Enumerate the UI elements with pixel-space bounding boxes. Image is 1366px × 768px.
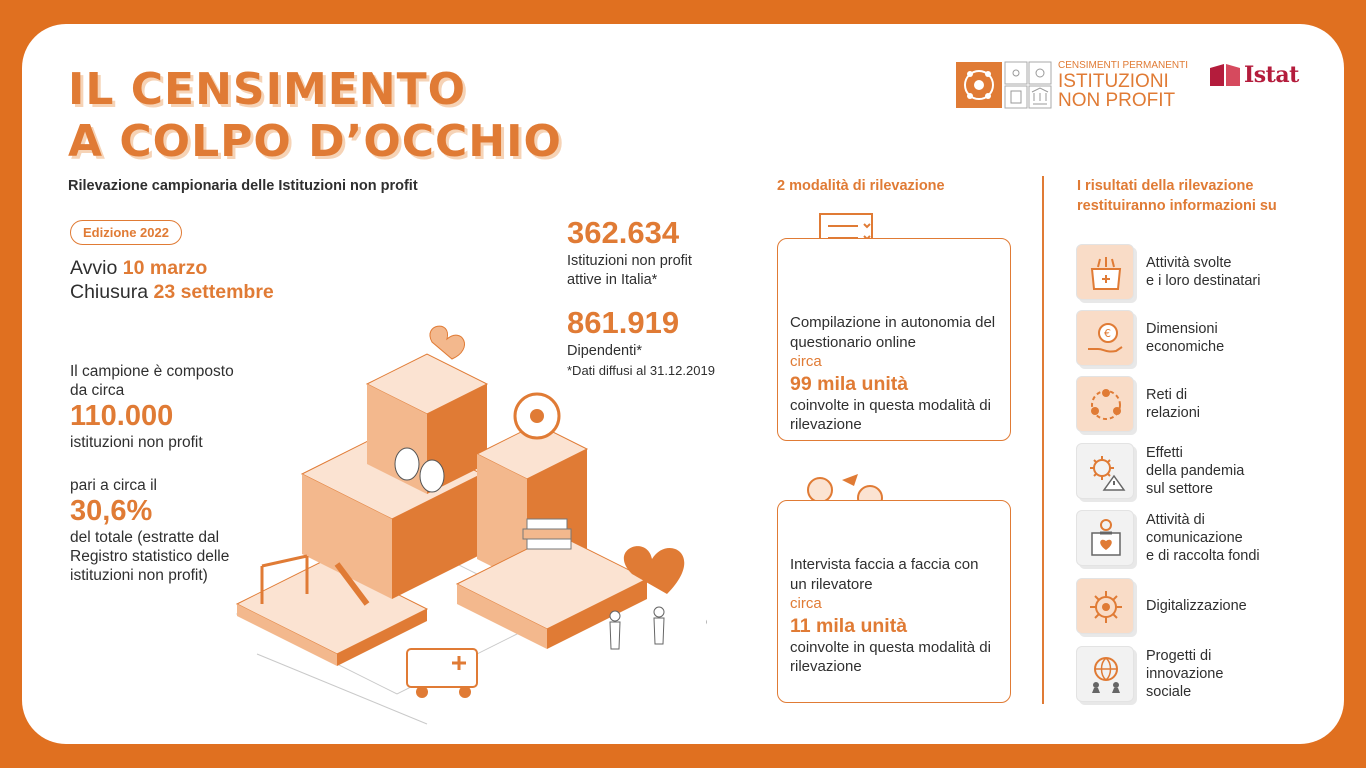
results-heading: I risultati della rilevazione restituiranno informazioni su [1077,178,1277,214]
mode-interview-box [777,500,1011,703]
mode-interview-tail: coinvolte in questa modalità di rilevazione [790,638,991,675]
infographic-card [22,24,1344,744]
title-line-2: A COLPO D’OCCHIO [68,116,562,167]
istat-wordmark: Istat [1244,62,1299,88]
result-label-networks: Reti di relazioni [1146,387,1200,421]
isometric-illustration [227,304,707,734]
globe-people-icon [1086,655,1126,695]
start-date: 10 marzo [122,257,208,279]
donation-box-icon [1086,519,1126,559]
modes-heading: 2 modalità di rilevazione [777,178,945,194]
mode-online-box [777,238,1011,441]
result-item-pandemic [1076,443,1336,499]
virus-warning-icon [1086,452,1126,492]
sample-count-unit: istituzioni non profit [70,434,203,451]
mode-online-desc: Compilazione in autonomia del questionario online [790,314,996,351]
sample-pct-intro: pari a circa il [70,477,157,494]
mode-interview-circa: circa [790,595,822,612]
result-label-pandemic: Effetti della pandemia sul settore [1146,445,1245,497]
digital-gear-icon [1086,587,1126,627]
end-label: Chiusura [70,281,149,303]
result-item-fundraising [1076,510,1336,566]
edition-badge: Edizione 2022 [70,220,182,245]
employees-label: Dipendenti* [567,343,642,359]
mode-online-tail: coinvolte in questa modalità di rilevazione [790,396,991,433]
result-icon-box [1076,443,1134,499]
mode-online-circa: circa [790,353,822,370]
result-label-fundraising: Attività di comunicazione e di raccolta fondi [1146,512,1260,564]
institutions-count: 362.634 [567,215,680,250]
mode-interview-units: 11 mila unità [790,614,908,637]
istat-logo [1208,62,1300,90]
logo-line-2: ISTITUZIONI [1058,71,1169,92]
logo-text [1058,60,1188,110]
section-divider [1042,176,1044,704]
data-note: *Dati diffusi al 31.12.2019 [567,363,715,378]
mode-interview-desc: Intervista faccia a faccia con un rilevatore [790,556,979,593]
logo-line-3: NON PROFIT [1058,90,1176,111]
end-date: 23 settembre [153,281,274,303]
page-title [68,64,562,168]
sample-intro: Il campione è composto da circa [70,363,234,399]
sample-block [70,362,250,585]
censimenti-logo [956,60,1196,112]
result-icon-box [1076,646,1134,702]
mode-online-units: 99 mila unità [790,372,909,395]
result-icon-box [1076,510,1134,566]
result-item-digital [1076,578,1336,634]
result-label-activities: Attività svolte e i loro destinatari [1146,255,1261,289]
activities-icon [1086,253,1126,293]
euro-hand-icon [1086,319,1126,359]
sample-count: 110.000 [70,400,174,432]
result-icon-box [1076,244,1134,300]
sample-pct: 30,6% [70,495,153,527]
result-item-innovation [1076,646,1336,702]
svg-text:€: € [1104,327,1111,340]
employees-count: 861.919 [567,305,680,340]
dates-block [70,256,274,304]
result-label-innovation: Progetti di innovazione sociale [1146,648,1224,700]
result-icon-box [1076,310,1134,366]
institutions-label: Istituzioni non profit attive in Italia* [567,253,692,288]
start-label: Avvio [70,257,118,279]
result-item-networks [1076,376,1336,432]
result-item-activities [1076,244,1336,300]
logo-line-1: CENSIMENTI PERMANENTI [1058,60,1189,71]
census-logo-icon [956,60,1056,110]
istat-mark-icon [1208,62,1242,90]
result-label-digital: Digitalizzazione [1146,598,1247,614]
result-icon-box [1076,376,1134,432]
subtitle: Rilevazione campionaria delle Istituzioni non profit [68,178,418,194]
title-line-1: IL CENSIMENTO [68,64,467,115]
sample-pct-desc: del totale (estratte dal Registro statistico delle istituzioni non profit) [70,529,230,584]
network-icon [1086,385,1126,425]
result-icon-box [1076,578,1134,634]
result-label-economic: Dimensioni economiche [1146,321,1225,355]
result-item-economic [1076,310,1336,366]
